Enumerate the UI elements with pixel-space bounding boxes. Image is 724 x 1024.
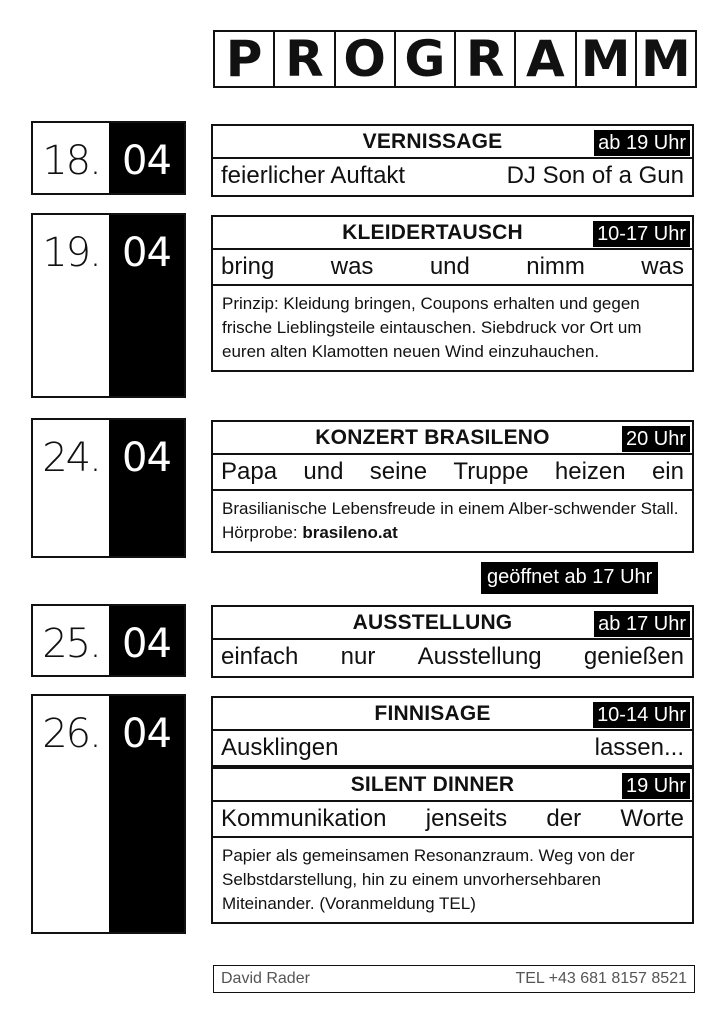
event-header [213,217,692,250]
event-subtitle [213,250,692,286]
event-title: FINNISAGE [374,701,491,725]
subtitle-word: was [330,253,374,280]
date-day: 25. [42,621,100,667]
time-badge: 10-17 Uhr [593,221,690,247]
date-box [31,604,186,677]
event-title: VERNISSAGE [362,129,503,153]
contact-phone[interactable]: TEL +43 681 8157 8521 [515,970,687,987]
event-subtitle [213,731,692,769]
subtitle-word: jenseits [425,805,508,832]
event-card [211,420,694,553]
title-letter: M [575,30,637,88]
time-badge: 10-14 Uhr [593,702,690,728]
event-header [213,698,692,731]
event-card [211,124,694,197]
subtitle-word: Ausklingen [221,734,339,761]
subtitle-word: einfach [221,643,299,670]
subtitle-word: genießen [583,643,684,670]
date-month: 04 [109,215,184,396]
date-month: 04 [109,696,184,932]
title-letter: R [273,30,335,88]
date-day: 19. [42,230,100,276]
event-title: KONZERT BRASILENO [315,425,550,449]
subtitle-word: Worte [620,805,684,832]
event-card [211,696,694,924]
event-title: KLEIDERTAUSCH [342,220,523,244]
date-box [31,694,186,934]
event-title: SILENT DINNER [350,772,515,796]
date-month: 04 [109,420,184,556]
subtitle-word: heizen [554,458,626,485]
time-badge: ab 17 Uhr [594,611,690,637]
subtitle-word: bring [221,253,275,280]
description-text: Brasilianische Lebensfreude in einem Alber-schwender Stall. Hörprobe: [222,499,679,542]
subtitle-left: feierlicher Auftakt [221,162,406,189]
subtitle-word: nur [340,643,376,670]
opening-badge: geöffnet ab 17 Uhr [481,562,658,594]
subtitle-word: Truppe [453,458,529,485]
subtitle-right: DJ Son of a Gun [506,162,684,189]
event-description: Papier als gemeinsamen Resonanzraum. Weg von der Selbstdarstellung, hin zu einem unvorhersehbaren Miteinander. (Voranmeldung TEL) [222,846,635,913]
subtitle-word: Kommunikation [221,805,387,832]
date-day: 18. [42,138,100,184]
time-badge: 20 Uhr [622,426,690,452]
title-letter: P [213,30,275,88]
event-header [213,422,692,455]
date-day: 26. [42,711,100,757]
subtitle-word: Ausstellung [417,643,542,670]
event-card [211,605,694,678]
subtitle-word: lassen... [594,734,684,761]
title-letter: M [635,30,697,88]
subtitle-word: was [641,253,684,280]
title-letter: G [394,30,456,88]
date-box [31,121,186,195]
event-subtitle [213,159,692,195]
title-letter: O [334,30,396,88]
contact-name: David Rader [221,970,310,987]
time-badge: 19 Uhr [622,773,690,799]
page-title [213,30,695,88]
event-description: Prinzip: Kleidung bringen, Coupons erhalten und gegen frische Lieblingsteile eintauschen. Siebdruck vor Ort um euren alten Klamotten neuen Wind einzuhauchen. [222,294,642,361]
event-header [213,607,692,640]
website-link[interactable]: brasileno.at [302,523,398,542]
title-letter: R [454,30,516,88]
time-badge: ab 19 Uhr [594,130,690,156]
event-subtitle [213,640,692,676]
event-card [211,215,694,372]
date-month: 04 [109,123,184,193]
subtitle-word: ein [651,458,684,485]
event-description [213,491,692,551]
date-box [31,213,186,398]
event-header [213,769,692,802]
date-day: 24. [42,435,100,481]
subtitle-word: Papa [221,458,278,485]
event-subtitle [213,455,692,491]
event-title: AUSSTELLUNG [352,610,513,634]
date-month: 04 [109,606,184,675]
subtitle-word: und [429,253,470,280]
event-subtitle [213,802,692,838]
subtitle-word: nimm [526,253,585,280]
subtitle-word: der [546,805,582,832]
date-box [31,418,186,558]
title-letter: A [514,30,576,88]
footer [213,965,695,993]
subtitle-word: seine [369,458,428,485]
subtitle-word: und [303,458,344,485]
event-header [213,126,692,159]
